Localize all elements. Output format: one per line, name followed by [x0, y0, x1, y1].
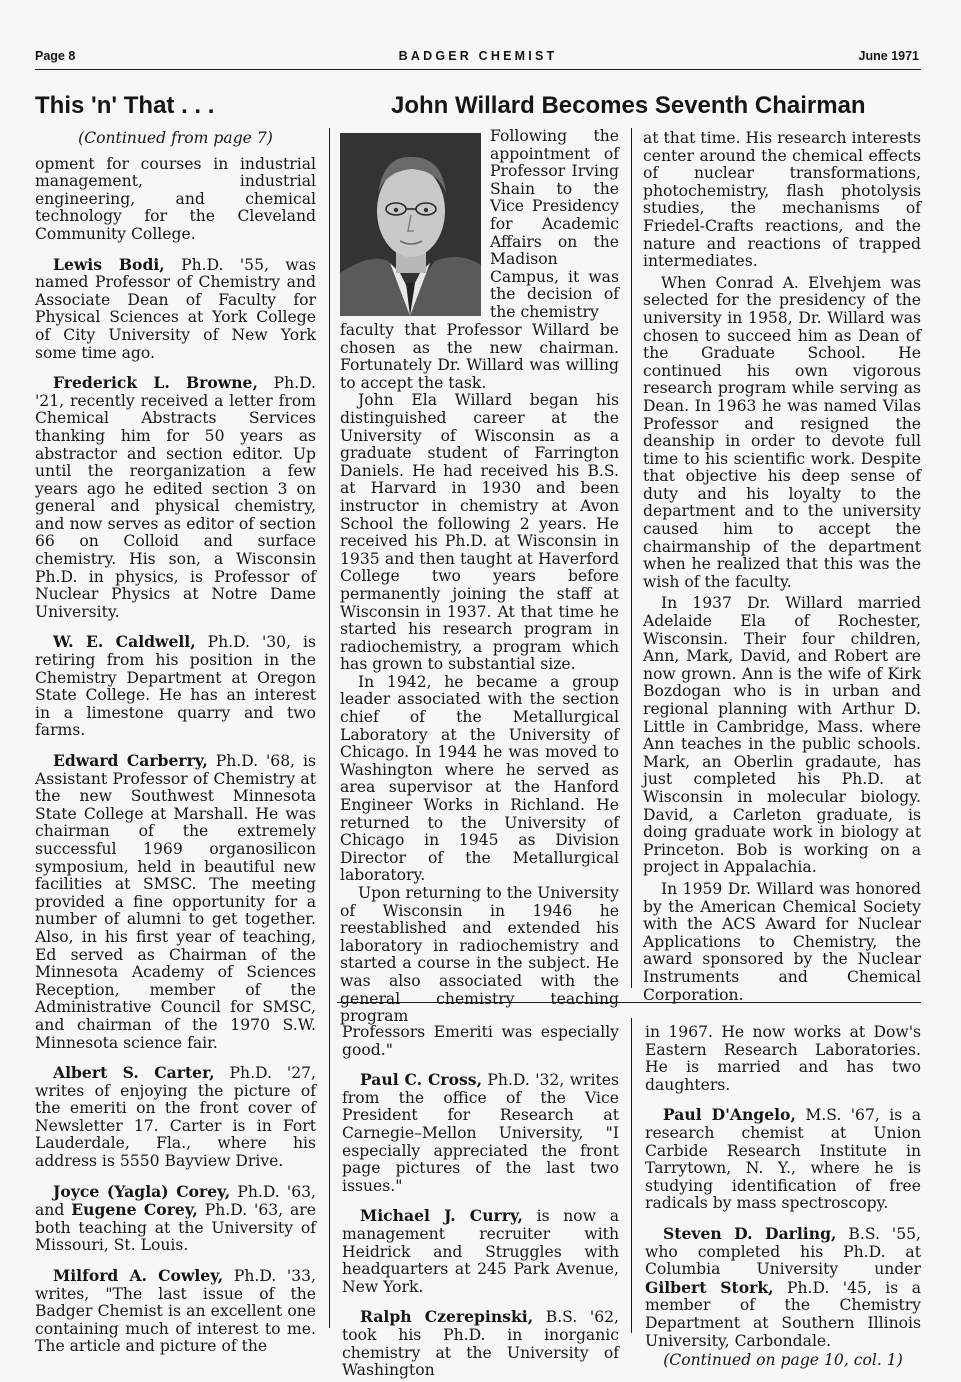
portrait-image — [340, 133, 481, 316]
feature-paragraph: Upon returning to the University of Wisconsin in 1946 he reestablished and extended his laboratory in radiochemistry and started a course in the subject. He was also associated with the general chemistry teaching program — [340, 884, 619, 1026]
feature-paragraph: In 1942, he became a group leader associated with the section chief of the Metallurgical Laboratory at the University of Chicago. In 1944 he was moved to Washington where he served as area supervisor at the Hanford Engineer Works in Richland. He returned to the University of Chicago in 1945 as Division Director of the Metallurgical laboratory. — [340, 672, 619, 885]
item-name: Lewis Bodi, — [53, 254, 165, 274]
feature-right-column — [643, 130, 921, 1004]
header-rule — [35, 69, 921, 70]
item-name: Ralph Czerepinski, — [360, 1307, 534, 1327]
news-item: Michael J. Curry, is now a management recruiter with Heidrick and Struggles with headquarters at 245 Park Avenue, New York. — [342, 1206, 619, 1296]
news-item: Joyce (Yagla) Corey, Ph.D. '63, and Eugene Corey, Ph.D. '63, are both teaching at the University of Missouri, St. Louis. — [35, 1181, 316, 1255]
news-item: W. E. Caldwell, Ph.D. '30, is retiring from his position in the Chemistry Department at Oregon State College. He has an interest in a limestone quarry and two farms. — [35, 632, 316, 740]
column-heading: This 'n' That . . . — [35, 92, 215, 119]
continued-from-note: (Continued from page 7) — [78, 129, 273, 147]
item-name-2: Eugene Corey, — [71, 1200, 198, 1220]
item-name-2: Gilbert Stork, — [645, 1277, 774, 1297]
column-divider-feature — [631, 128, 632, 988]
item-name: Frederick L. Browne, — [53, 373, 258, 393]
feature-paragraph: In 1959 Dr. Willard was honored by the American Chemical Society with the ACS Award for Nuclear Applications to Chemistry, the award sponsored by the Nuclear Instruments and Chemical Corporation. — [643, 879, 921, 1004]
news-item: Milford A. Cowley, Ph.D. '33, writes, "The last issue of the Badger Chemist is an excellent one containing much of interest to me. The article and picture of the — [35, 1266, 316, 1356]
item-name: Paul C. Cross, — [360, 1070, 483, 1090]
news-item: Albert S. Carter, Ph.D. '27, writes of enjoying the picture of the emeriti on the front cover of Newsletter 17. Carter is in Fort Lauderdale, Fla., where his address is 5550 Bayview Drive. — [35, 1063, 316, 1171]
column-divider-left — [329, 128, 330, 1328]
continued-on-note: (Continued on page 10, col. 1) — [663, 1351, 903, 1370]
left-column — [35, 130, 316, 1358]
news-item: Paul D'Angelo, M.S. '67, is a research chemist at Union Carbide Research Institute in Tarrytown, N. Y., where he is studying identification of free radicals by mass spectroscopy. — [645, 1105, 921, 1213]
feature-paragraph: In 1937 Dr. Willard married Adelaide Ela of Rochester, Wisconsin. Their four children, Ann, Mark, David, and Robert are now grown. Ann is the wife of Kirk Bozdogan who is in urban and regional planning with Arthur D. Little in Cambridge, Mass. where Ann teaches in the public schools. Mark, an Oberlin gradaute, has just completed his Ph.D. at Wisconsin in molecular biology. David, a Carleton graduate, is doing graduate work in biology at Princeton. Bob is working on a project in Appalachia. — [643, 594, 921, 877]
item-name: Albert S. Carter, — [53, 1063, 215, 1083]
item-name: Paul D'Angelo, — [663, 1105, 796, 1125]
item-name: Steven D. Darling, — [663, 1223, 837, 1243]
article-title: John Willard Becomes Seventh Chairman — [391, 92, 866, 119]
news-item: Frederick L. Browne, Ph.D. '21, recently received a letter from Chemical Abstracts Services thanking him for 50 years as abstractor and section editor. Up until the reorganization a few years ago he edited section 3 on general and physical chemistry, and now serves as editor of section 66 on Colloid and surface chemistry. His son, a Wisconsin Ph.D. in physics, is Professor of Nuclear Physics at Notre Dame University. — [35, 373, 317, 621]
item-name: Joyce (Yagla) Corey, — [53, 1181, 231, 1201]
intro-text: opment for courses in industrial management, industrial engineering, and chemical technology for the Cleveland Community College. — [35, 154, 316, 243]
feature-middle-column — [340, 322, 619, 1026]
news-item: Edward Carberry, Ph.D. '68, is Assistant Professor of Chemistry at the new Southwest Minnesota State College at Marshall. He was chairman of the extremely successful 1969 organosilicon symposium, held in beautiful new facilities at SMSC. The meeting provided a fine opportunity for a number of alumni to get together. Also, in his first year of teaching, Ed served as Chairman of the Minnesota Academy of Sciences Reception, member of the Administrative Council for SMSC, and chairman of the 1970 S.W. Minnesota science fair. — [35, 751, 317, 1052]
feature-paragraph: John Ela Willard began his distinguished career at the University of Wisconsin as a graduate student of Farrington Daniels. He had received his B.S. at Harvard in 1930 and been instructor in chemistry at Avon School the following 2 years. He received his Ph.D. at Wisconsin in 1935 and then taught at Haverford College two years before permanently joining the staff at Wisconsin in 1937. At that time he started his research program in radiochemistry, a program which has grown to substantial size. — [340, 391, 619, 674]
lower-right-column — [645, 1024, 921, 1370]
issue-date: June 1971 — [858, 49, 919, 63]
page-number: Page 8 — [35, 49, 76, 63]
continued-text: in 1967. He now works at Dow's Eastern Research Laboratories. He is married and has two daughters. — [645, 1023, 921, 1094]
continued-text: Professors Emeriti was especially good." — [342, 1023, 619, 1059]
page-header — [35, 49, 921, 71]
news-item: Paul C. Cross, Ph.D. '32, writes from the office of the Vice President for Research at Carnegie–Mellon University, "I especially appreciated the front page pictures of the last two issues." — [342, 1070, 619, 1195]
column-divider-lower — [631, 1018, 632, 1333]
feature-paragraph: When Conrad A. Elvehjem was selected for the presidency of the university in 1958, Dr. Willard was chosen to succeed him as Dean of the Graduate School. He continued his own vigorous research program while serving as Dean. In 1963 he was named Vilas Professor and resigned the deanship in order to devote full time to his scientific work. Despite that objective his deep sense of duty and his loyalty to the department and to the university caused him to accept the chairmanship of the department when he realized that this was the wish of the faculty. — [643, 273, 921, 591]
publication-name: BADGER CHEMIST — [398, 49, 558, 63]
news-item: Ralph Czerepinski, B.S. '62, took his Ph.D. in inorganic chemistry at the University of Washington — [342, 1307, 619, 1380]
feature-paragraph: faculty that Professor Willard be chosen as the new chairman. Fortunately Dr. Willard was willing to accept the task. — [340, 321, 619, 392]
item-name: Edward Carberry, — [53, 751, 208, 770]
item-name: Michael J. Curry, — [360, 1206, 523, 1226]
item-name: W. E. Caldwell, — [53, 632, 196, 652]
news-item: Steven D. Darling, B.S. '55, who completed his Ph.D. at Columbia University under Gilbert Stork, Ph.D. '45, is a member of the Chemistry Department at Southern Illinois University, Carbondale. — [645, 1223, 921, 1350]
feature-intro-wrap: Following the appointment of Professor Irving Shain to the Vice Presidency for Academic Affairs on the Madison Campus, it was the decision of the chemistry — [490, 127, 619, 321]
news-item: Lewis Bodi, Ph.D. '55, was named Professor of Chemistry and Associate Dean of Faculty for Physical Sciences at York College of City University of New York some time ago. — [35, 254, 317, 362]
portrait-photo — [340, 133, 481, 316]
item-name: Milford A. Cowley, — [53, 1266, 224, 1286]
feature-paragraph: at that time. His research interests center around the chemical effects of nuclear transformations, photochemistry, flash photolysis studies, the mechanisms of Friedel-Crafts reactions, and the nature and reactions of trapped intermediates. — [643, 129, 921, 271]
lower-middle-column — [342, 1024, 619, 1382]
